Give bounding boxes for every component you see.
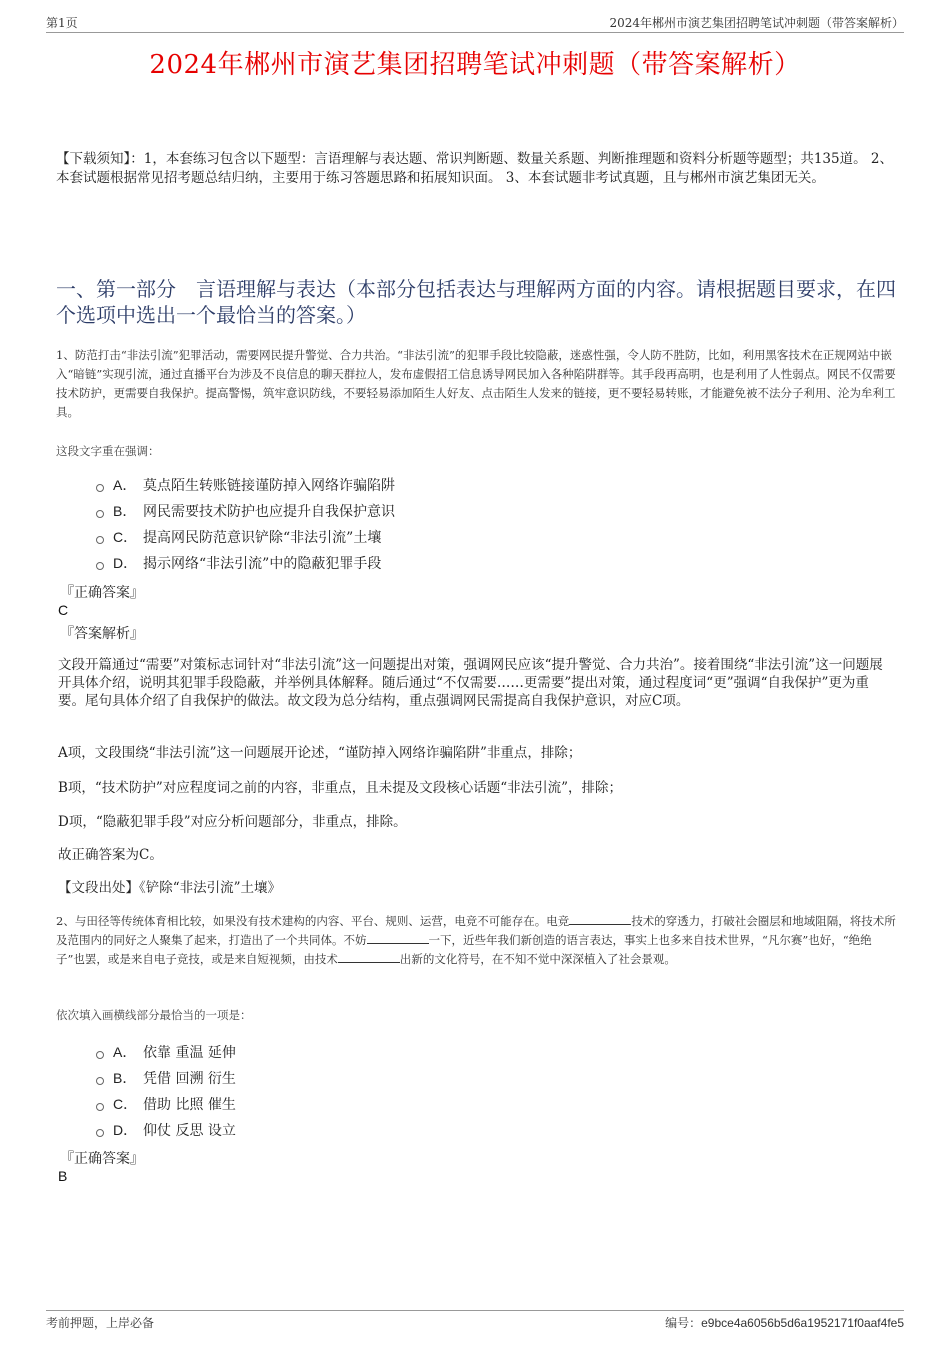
footer-divider: [46, 1310, 904, 1311]
footer-code-value: e9bce4a6056b5d6a1952171f0aaf4fe5: [701, 1316, 904, 1330]
fill-blank: [569, 913, 631, 925]
option-letter: A．: [113, 1044, 137, 1060]
q1-note-a: A项，文段围绕“非法引流”这一问题展开论述，“谨防掉入网络诈骗陷阱”非重点，排除；: [58, 745, 582, 761]
option-text: 仰仗 反思 设立: [143, 1123, 236, 1139]
q1-answer: C: [58, 602, 69, 618]
question-2-options: [96, 1039, 236, 1143]
q2-text-part: 2、与田径等传统体育相比较，如果没有技术建构的内容、平台、规则、运营，电竞不可能存在。电竞: [56, 914, 570, 928]
radio-button-icon[interactable]: [96, 484, 104, 492]
option-text: 莫点陌生转账链接谨防掉入网络诈骗陷阱: [143, 478, 395, 494]
running-header: [46, 14, 904, 33]
option-letter: C．: [113, 1096, 138, 1112]
q1-note-d: D项，“隐蔽犯罪手段”对应分析问题部分，非重点，排除。: [58, 814, 407, 830]
q2-option-a[interactable]: [96, 1039, 236, 1065]
option-letter: B．: [113, 503, 137, 519]
document-title: 2024年郴州市演艺集团招聘笔试冲刺题（带答案解析）: [149, 50, 801, 80]
footer-code: [665, 1314, 904, 1331]
page-footer: [46, 1314, 904, 1331]
q2-answer: B: [58, 1168, 68, 1184]
option-letter: C．: [113, 529, 138, 545]
footer-slogan: 考前押题，上岸必备: [46, 1316, 155, 1330]
q2-option-c[interactable]: [96, 1091, 236, 1117]
footer-code-label: 编号：: [665, 1316, 702, 1330]
header-doc-title: 2024年郴州市演艺集团招聘笔试冲刺题（带答案解析）: [609, 16, 904, 30]
option-letter: A．: [113, 477, 137, 493]
radio-button-icon[interactable]: [96, 1077, 104, 1085]
option-text: 凭借 回溯 衍生: [143, 1071, 236, 1087]
page-number-label: 第1页: [46, 16, 78, 30]
section-heading: 一、第一部分 言语理解与表达（本部分包括表达与理解两方面的内容。请根据题目要求，在四个选项中选出一个最恰当的答案。）: [56, 277, 896, 327]
q2-text-part: 出新的文化符号，在不知不觉中深深植入了社会景观。: [399, 952, 676, 966]
q2-answer-label: 『正确答案』: [60, 1151, 144, 1167]
option-text: 网民需要技术防护也应提升自我保护意识: [143, 504, 395, 520]
option-letter: D．: [113, 555, 138, 571]
question-2-prompt: 依次填入画横线部分最恰当的一项是：: [56, 1008, 252, 1022]
q2-option-b[interactable]: [96, 1065, 236, 1091]
q1-answer-label: 『正确答案』: [60, 585, 144, 601]
radio-button-icon[interactable]: [96, 1129, 104, 1137]
option-text: 借助 比照 催生: [143, 1097, 236, 1113]
radio-button-icon[interactable]: [96, 536, 104, 544]
q2-text-part: 技术的穿透力，打破社会圈层和地域阻隔，将技术所及范围内的同好之人聚集了起来，打造出了一个共同体。不妨: [56, 914, 896, 947]
q1-option-c[interactable]: [96, 524, 395, 550]
fill-blank: [338, 951, 400, 963]
q1-option-a[interactable]: [96, 472, 395, 498]
radio-button-icon[interactable]: [96, 562, 104, 570]
q1-option-d[interactable]: [96, 550, 395, 576]
q1-note-b: B项，“技术防护”对应程度词之前的内容，非重点，且未提及文段核心话题“非法引流”，排除；: [58, 780, 623, 796]
q1-analysis: 文段开篇通过“需要”对策标志词针对“非法引流”这一问题提出对策，强调网民应该“提升警觉、合力共治”。接着围绕“非法引流”这一问题展开具体介绍，说明其犯罪手段隐蔽，并举例具体解释。随后通过“不仅需要……更需要”提出对策，通过程度词“更”强调“自我保护”更为重要。尾句具体介绍了自我保护的做法。故文段为总分结构，重点强调网民需提高自我保护意识，对应C项。: [58, 657, 883, 709]
radio-button-icon[interactable]: [96, 510, 104, 518]
option-text: 依靠 重温 延伸: [143, 1045, 236, 1061]
question-2-text: [56, 912, 900, 969]
option-text: 揭示网络“非法引流”中的隐蔽犯罪手段: [143, 556, 382, 572]
q2-option-d[interactable]: [96, 1117, 236, 1143]
fill-blank: [367, 932, 429, 944]
question-1-text: 1、防范打击“非法引流”犯罪活动，需要网民提升警觉、合力共治。“非法引流”的犯罪手段比较隐蔽，迷惑性强，令人防不胜防，比如，利用黑客技术在正规网站中嵌入“暗链”实现引流，通过直播平台为涉及不良信息的聊天群拉人，发布虚假招工信息诱导网民加入各种陷阱群等。其手段再高明，也是利用了人性弱点。网民不仅需要技术防护，更需要自我保护。提高警惕，筑牢意识防线，不要轻易添加陌生人好友、点击陌生人发来的链接，更不要轻易转账，才能避免被不法分子利用、沦为牟利工具。: [56, 348, 896, 419]
q1-analysis-label: 『答案解析』: [60, 626, 144, 642]
q2-text-part: 一下，近些年我们新创造的语言表达，事实上也多来自技术世界，“凡尔赛”也好，“绝绝子”也罢，或是来自电子竞技，或是来自短视频，由技术: [56, 933, 872, 966]
q1-conclusion: 故正确答案为C。: [58, 847, 163, 863]
radio-button-icon[interactable]: [96, 1103, 104, 1111]
option-letter: D．: [113, 1122, 138, 1138]
q1-option-b[interactable]: [96, 498, 395, 524]
option-letter: B．: [113, 1070, 137, 1086]
q1-source: 【文段出处】《铲除“非法引流”土壤》: [58, 880, 282, 896]
question-1-options: [96, 472, 395, 576]
question-1-prompt: 这段文字重在强调：: [56, 444, 160, 458]
download-notice: 【下载须知】：1，本套练习包含以下题型：言语理解与表达题、常识判断题、数量关系题、判断推理题和资料分析题等题型；共135道。 2、本套试题根据常见招考题总结归纳，主要用于练习答题思路和拓展知识面。 3、本套试题非考试真题，且与郴州市演艺集团无关。: [56, 151, 893, 186]
radio-button-icon[interactable]: [96, 1051, 104, 1059]
option-text: 提高网民防范意识铲除“非法引流”土壤: [143, 530, 382, 546]
